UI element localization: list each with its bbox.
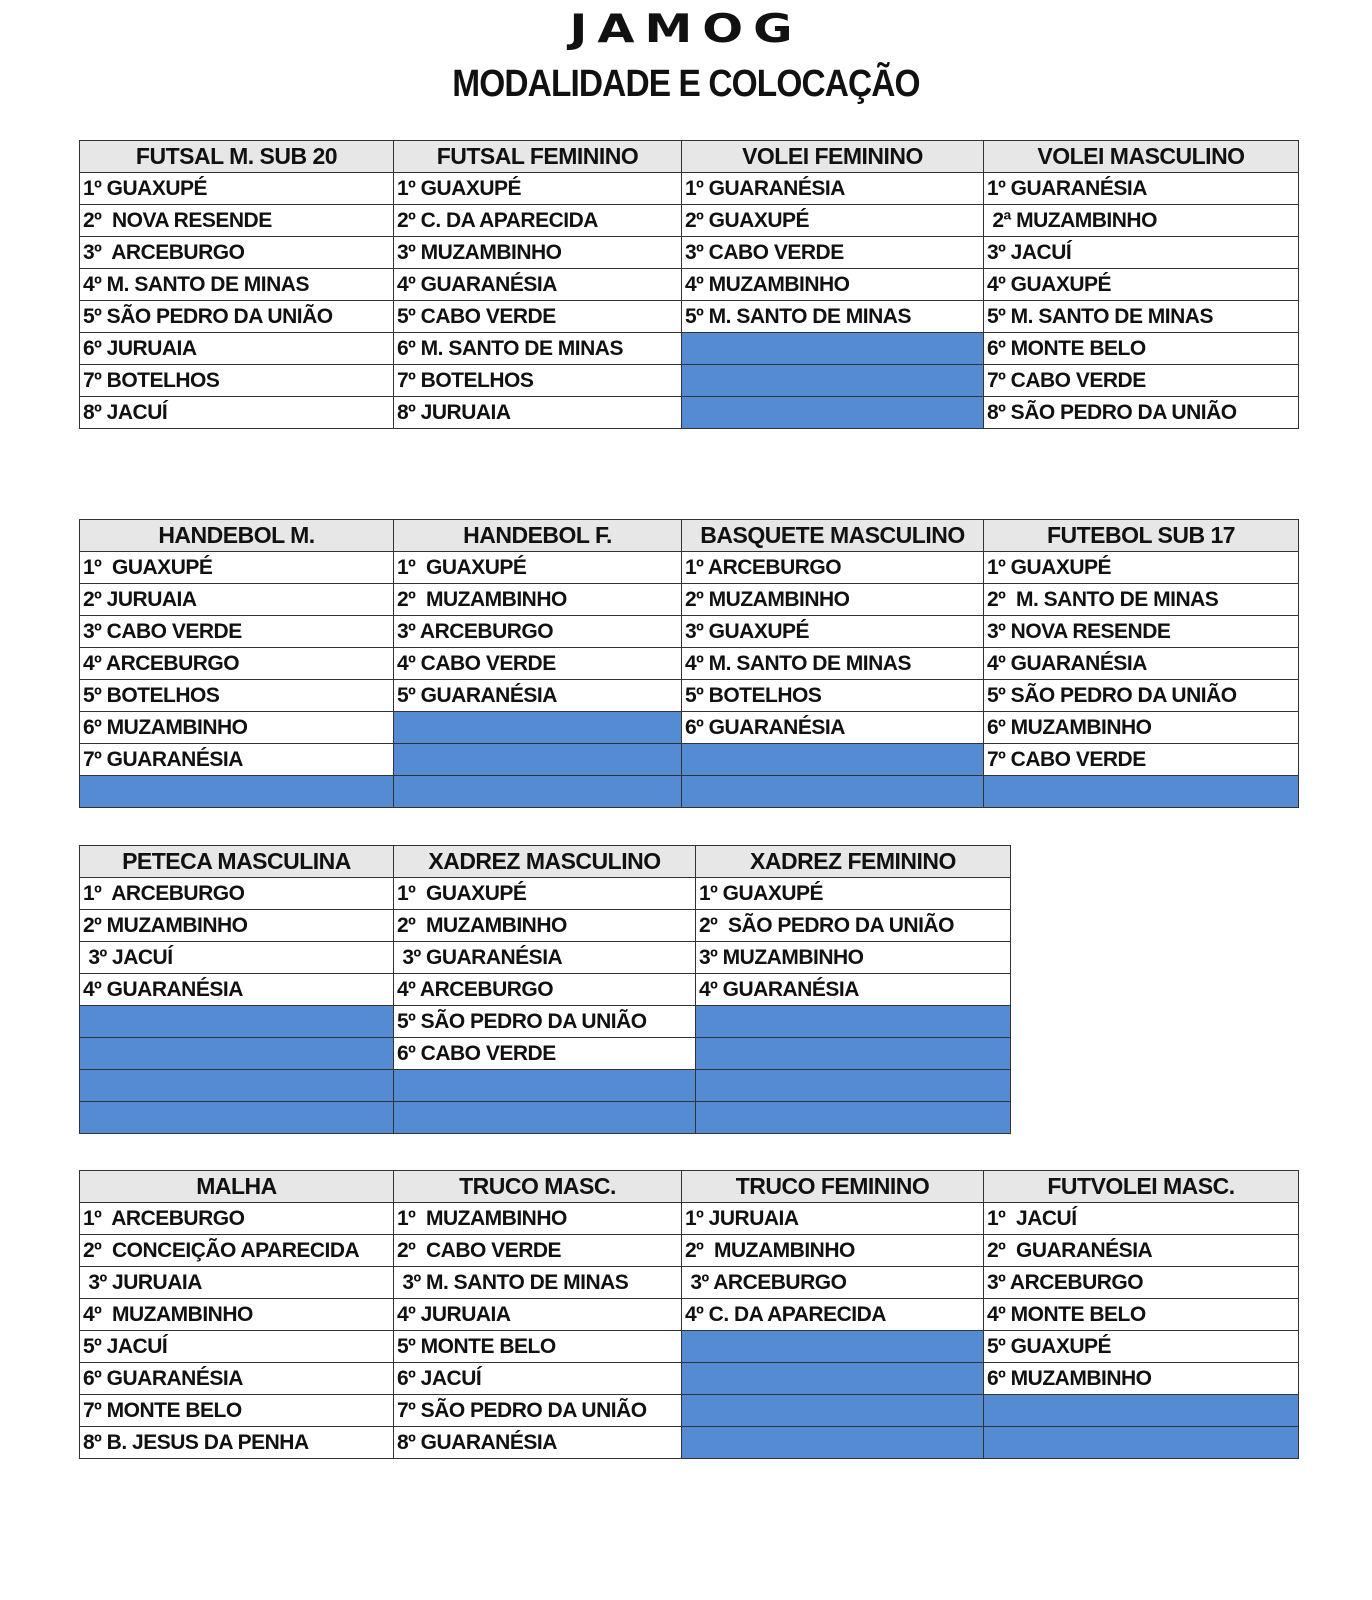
table-row — [80, 205, 1299, 237]
empty-cell — [80, 1070, 394, 1102]
results-table-2 — [79, 519, 1299, 808]
placement-cell: 3º CABO VERDE — [80, 616, 394, 648]
table-row — [80, 1006, 1011, 1038]
empty-cell — [394, 776, 682, 808]
header-row — [80, 846, 1011, 878]
table-row — [80, 1363, 1299, 1395]
placement-cell: 8º JURUAIA — [394, 397, 682, 429]
table-row — [80, 1267, 1299, 1299]
placement-cell: 1º GUAXUPÉ — [394, 173, 682, 205]
table-row — [80, 333, 1299, 365]
empty-cell — [696, 1070, 1011, 1102]
jamog-logo: JAMOG — [569, 6, 803, 52]
table-row — [80, 365, 1299, 397]
placement-cell: 4º GUARANÉSIA — [394, 269, 682, 301]
empty-cell — [682, 397, 984, 429]
placement-cell: 4º C. DA APARECIDA — [682, 1299, 984, 1331]
placement-cell: 1º GUAXUPÉ — [394, 552, 682, 584]
placement-cell: 2º MUZAMBINHO — [394, 584, 682, 616]
placement-cell: 5º JACUÍ — [80, 1331, 394, 1363]
column-header: TRUCO MASC. — [394, 1171, 682, 1203]
table-row — [80, 616, 1299, 648]
placement-cell: 2º CABO VERDE — [394, 1235, 682, 1267]
placement-cell: 2º GUARANÉSIA — [984, 1235, 1299, 1267]
empty-cell — [394, 1070, 696, 1102]
placement-cell: 4º M. SANTO DE MINAS — [80, 269, 394, 301]
empty-cell — [984, 1395, 1299, 1427]
placement-cell: 1º ARCEBURGO — [80, 878, 394, 910]
placement-cell: 2º M. SANTO DE MINAS — [984, 584, 1299, 616]
placement-cell: 8º GUARANÉSIA — [394, 1427, 682, 1459]
placement-cell: 5º BOTELHOS — [80, 680, 394, 712]
empty-cell — [80, 1006, 394, 1038]
empty-cell — [682, 744, 984, 776]
placement-cell: 2º JURUAIA — [80, 584, 394, 616]
placement-cell: 5º BOTELHOS — [682, 680, 984, 712]
table-row — [80, 1299, 1299, 1331]
empty-cell — [394, 1102, 696, 1134]
empty-cell — [682, 1427, 984, 1459]
placement-cell: 7º CABO VERDE — [984, 744, 1299, 776]
column-header: FUTSAL FEMININO — [394, 141, 682, 173]
results-table-1 — [79, 140, 1299, 429]
empty-cell — [682, 776, 984, 808]
empty-cell — [80, 776, 394, 808]
empty-cell — [696, 1006, 1011, 1038]
empty-cell — [80, 1038, 394, 1070]
placement-cell: 3º MUZAMBINHO — [696, 942, 1011, 974]
table-row — [80, 942, 1011, 974]
column-header: FUTEBOL SUB 17 — [984, 520, 1299, 552]
column-header: TRUCO FEMININO — [682, 1171, 984, 1203]
placement-cell: 1º GUARANÉSIA — [984, 173, 1299, 205]
table-row — [80, 712, 1299, 744]
placement-cell: 3º ARCEBURGO — [394, 616, 682, 648]
placement-cell: 4º GUARANÉSIA — [696, 974, 1011, 1006]
placement-cell: 4º MONTE BELO — [984, 1299, 1299, 1331]
placement-cell: 8º SÃO PEDRO DA UNIÃO — [984, 397, 1299, 429]
table-row — [80, 1038, 1011, 1070]
table-row — [80, 584, 1299, 616]
placement-cell: 3º ARCEBURGO — [80, 237, 394, 269]
column-header: HANDEBOL F. — [394, 520, 682, 552]
empty-cell — [984, 776, 1299, 808]
placement-cell: 2º CONCEIÇÃO APARECIDA — [80, 1235, 394, 1267]
column-header: XADREZ MASCULINO — [394, 846, 696, 878]
empty-cell — [696, 1102, 1011, 1134]
table-row — [80, 1235, 1299, 1267]
placement-cell: 6º MUZAMBINHO — [80, 712, 394, 744]
table-row — [80, 237, 1299, 269]
column-header: FUTVOLEI MASC. — [984, 1171, 1299, 1203]
placement-cell: 5º SÃO PEDRO DA UNIÃO — [984, 680, 1299, 712]
placement-cell: 1º ARCEBURGO — [682, 552, 984, 584]
table-row — [80, 680, 1299, 712]
table-row — [80, 744, 1299, 776]
table-row — [80, 648, 1299, 680]
table-row — [80, 1331, 1299, 1363]
placement-cell: 1º GUAXUPÉ — [394, 878, 696, 910]
placement-cell: 7º BOTELHOS — [80, 365, 394, 397]
empty-cell — [394, 744, 682, 776]
placement-cell: 5º M. SANTO DE MINAS — [682, 301, 984, 333]
results-table-4 — [79, 1170, 1299, 1459]
table-row — [80, 878, 1011, 910]
placement-cell: 3º ARCEBURGO — [984, 1267, 1299, 1299]
placement-cell: 6º MUZAMBINHO — [984, 1363, 1299, 1395]
header-row — [80, 520, 1299, 552]
placement-cell: 5º GUAXUPÉ — [984, 1331, 1299, 1363]
empty-cell — [696, 1038, 1011, 1070]
table-row — [80, 1102, 1011, 1134]
empty-cell — [682, 333, 984, 365]
header-row — [80, 1171, 1299, 1203]
placement-cell: 1º ARCEBURGO — [80, 1203, 394, 1235]
column-header: VOLEI MASCULINO — [984, 141, 1299, 173]
placement-cell: 1º GUAXUPÉ — [984, 552, 1299, 584]
placement-cell: 6º GUARANÉSIA — [682, 712, 984, 744]
results-table-3 — [79, 845, 1011, 1134]
table-row — [80, 397, 1299, 429]
placement-cell: 2º GUAXUPÉ — [682, 205, 984, 237]
placement-cell: 5º GUARANÉSIA — [394, 680, 682, 712]
placement-cell: 7º BOTELHOS — [394, 365, 682, 397]
table-row — [80, 301, 1299, 333]
header-row — [80, 141, 1299, 173]
placement-cell: 6º JURUAIA — [80, 333, 394, 365]
column-header: FUTSAL M. SUB 20 — [80, 141, 394, 173]
table-row — [80, 974, 1011, 1006]
placement-cell: 5º M. SANTO DE MINAS — [984, 301, 1299, 333]
placement-cell: 4º MUZAMBINHO — [682, 269, 984, 301]
placement-cell: 4º ARCEBURGO — [80, 648, 394, 680]
table-row — [80, 910, 1011, 942]
placement-cell: 2º MUZAMBINHO — [394, 910, 696, 942]
placement-cell: 8º B. JESUS DA PENHA — [80, 1427, 394, 1459]
placement-cell: 6º M. SANTO DE MINAS — [394, 333, 682, 365]
column-header: BASQUETE MASCULINO — [682, 520, 984, 552]
table-row — [80, 776, 1299, 808]
placement-cell: 4º GUARANÉSIA — [80, 974, 394, 1006]
placement-cell: 5º SÃO PEDRO DA UNIÃO — [394, 1006, 696, 1038]
placement-cell: 1º GUAXUPÉ — [80, 552, 394, 584]
placement-cell: 6º MUZAMBINHO — [984, 712, 1299, 744]
placement-cell: 2º SÃO PEDRO DA UNIÃO — [696, 910, 1011, 942]
table-row — [80, 269, 1299, 301]
empty-cell — [394, 712, 682, 744]
placement-cell: 2ª MUZAMBINHO — [984, 205, 1299, 237]
table-row — [80, 1203, 1299, 1235]
placement-cell: 4º ARCEBURGO — [394, 974, 696, 1006]
column-header: HANDEBOL M. — [80, 520, 394, 552]
empty-cell — [80, 1102, 394, 1134]
placement-cell: 3º ARCEBURGO — [682, 1267, 984, 1299]
placement-cell: 3º CABO VERDE — [682, 237, 984, 269]
column-header: XADREZ FEMININO — [696, 846, 1011, 878]
placement-cell: 7º CABO VERDE — [984, 365, 1299, 397]
table-row — [80, 1395, 1299, 1427]
table-row — [80, 1070, 1011, 1102]
placement-cell: 4º JURUAIA — [394, 1299, 682, 1331]
placement-cell: 2º MUZAMBINHO — [80, 910, 394, 942]
placement-cell: 3º JACUÍ — [984, 237, 1299, 269]
placement-cell: 6º GUARANÉSIA — [80, 1363, 394, 1395]
empty-cell — [682, 365, 984, 397]
placement-cell: 6º MONTE BELO — [984, 333, 1299, 365]
placement-cell: 2º NOVA RESENDE — [80, 205, 394, 237]
placement-cell: 7º GUARANÉSIA — [80, 744, 394, 776]
table-row — [80, 552, 1299, 584]
placement-cell: 1º GUAXUPÉ — [80, 173, 394, 205]
empty-cell — [682, 1395, 984, 1427]
placement-cell: 5º MONTE BELO — [394, 1331, 682, 1363]
page-title: MODALIDADE E COLOCAÇÃO — [452, 63, 920, 105]
placement-cell: 5º SÃO PEDRO DA UNIÃO — [80, 301, 394, 333]
column-header: VOLEI FEMININO — [682, 141, 984, 173]
column-header: PETECA MASCULINA — [80, 846, 394, 878]
placement-cell: 4º MUZAMBINHO — [80, 1299, 394, 1331]
placement-cell: 4º GUARANÉSIA — [984, 648, 1299, 680]
placement-cell: 3º GUARANÉSIA — [394, 942, 696, 974]
placement-cell: 3º GUAXUPÉ — [682, 616, 984, 648]
placement-cell: 5º CABO VERDE — [394, 301, 682, 333]
table-row — [80, 173, 1299, 205]
placement-cell: 4º CABO VERDE — [394, 648, 682, 680]
placement-cell: 6º JACUÍ — [394, 1363, 682, 1395]
placement-cell: 3º MUZAMBINHO — [394, 237, 682, 269]
placement-cell: 2º MUZAMBINHO — [682, 584, 984, 616]
placement-cell: 1º MUZAMBINHO — [394, 1203, 682, 1235]
placement-cell: 7º SÃO PEDRO DA UNIÃO — [394, 1395, 682, 1427]
placement-cell: 3º NOVA RESENDE — [984, 616, 1299, 648]
placement-cell: 7º MONTE BELO — [80, 1395, 394, 1427]
placement-cell: 3º JACUÍ — [80, 942, 394, 974]
placement-cell: 2º C. DA APARECIDA — [394, 205, 682, 237]
placement-cell: 4º GUAXUPÉ — [984, 269, 1299, 301]
empty-cell — [682, 1363, 984, 1395]
placement-cell: 1º JURUAIA — [682, 1203, 984, 1235]
empty-cell — [984, 1427, 1299, 1459]
placement-cell: 3º M. SANTO DE MINAS — [394, 1267, 682, 1299]
placement-cell: 6º CABO VERDE — [394, 1038, 696, 1070]
placement-cell: 4º M. SANTO DE MINAS — [682, 648, 984, 680]
placement-cell: 1º GUAXUPÉ — [696, 878, 1011, 910]
placement-cell: 1º GUARANÉSIA — [682, 173, 984, 205]
placement-cell: 1º JACUÍ — [984, 1203, 1299, 1235]
table-row — [80, 1427, 1299, 1459]
placement-cell: 8º JACUÍ — [80, 397, 394, 429]
empty-cell — [682, 1331, 984, 1363]
placement-cell: 2º MUZAMBINHO — [682, 1235, 984, 1267]
column-header: MALHA — [80, 1171, 394, 1203]
placement-cell: 3º JURUAIA — [80, 1267, 394, 1299]
